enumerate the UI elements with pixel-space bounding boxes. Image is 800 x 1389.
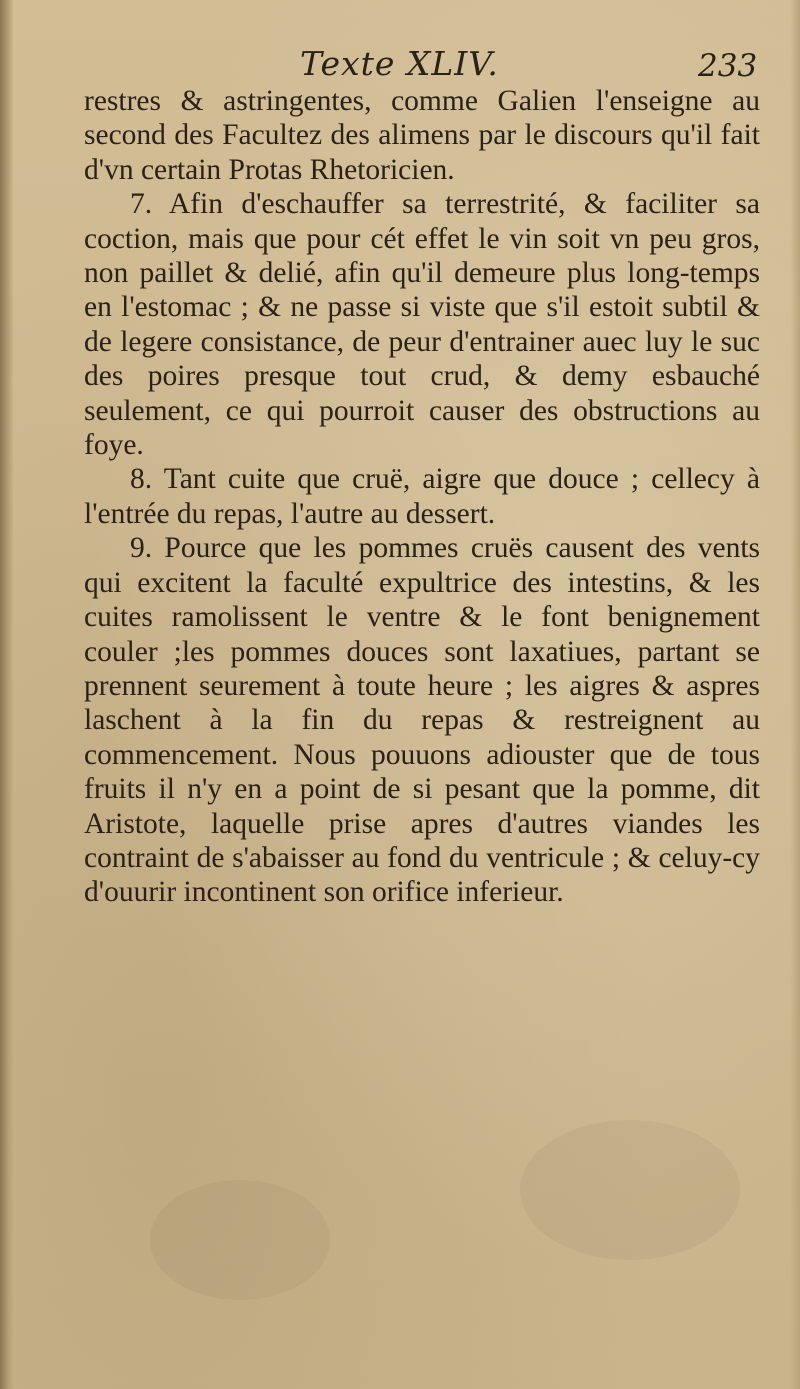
paragraph-7: 7. Afin d'eschauffer sa terrestrité, & faciliter sa coction, mais que pour cét effet le vin soit vn peu gros, non paillet & delié, afin qu'il demeure plus long-temps en l'estomac ; & ne passe si viste que s'il estoit subtil & de legere consistance, de peur d'entrainer auec luy le suc des poires presque tout crud, & demy esbauché seulement, ce qui pourroit causer des obstructions au foye. — [84, 188, 760, 462]
paper-stain — [150, 1180, 330, 1300]
body-text — [84, 84, 760, 910]
paper-stain — [520, 1120, 740, 1260]
book-gutter — [0, 0, 14, 1389]
paragraph-8: 8. Tant cuite que cruë, aigre que douce ; cellecy à l'entrée du repas, l'autre au dessert. — [84, 463, 760, 530]
page-edge — [790, 0, 800, 1389]
page-number: 233 — [698, 48, 758, 84]
paragraph-9: 9. Pource que les pommes cruës causent des vents qui excitent la faculté expultrice des intestins, & les cuites ramolissent le ventre & le font benignement couler ;les pommes douces sont laxatiues, partant se prennent seurement à toute heure ; les aigres & aspres laschent à la fin du repas & restreignent au commencement. Nous pouuons adiouster que de tous fruits il n'y en a point de si pesant que la pomme, dit Aristote, laquelle prise apres d'autres viandes les contraint de s'abaisser au fond du ventricule ; & celuy-cy d'ouurir incontinent son orifice inferieur. — [84, 532, 760, 909]
paragraph-continuation: restres & astringentes, comme Galien l'enseigne au second des Facultez des alimens par le discours qu'il fait d'vn certain Protas Rhetoricien. — [84, 85, 760, 186]
running-title: Texte XLIV. — [300, 44, 499, 83]
